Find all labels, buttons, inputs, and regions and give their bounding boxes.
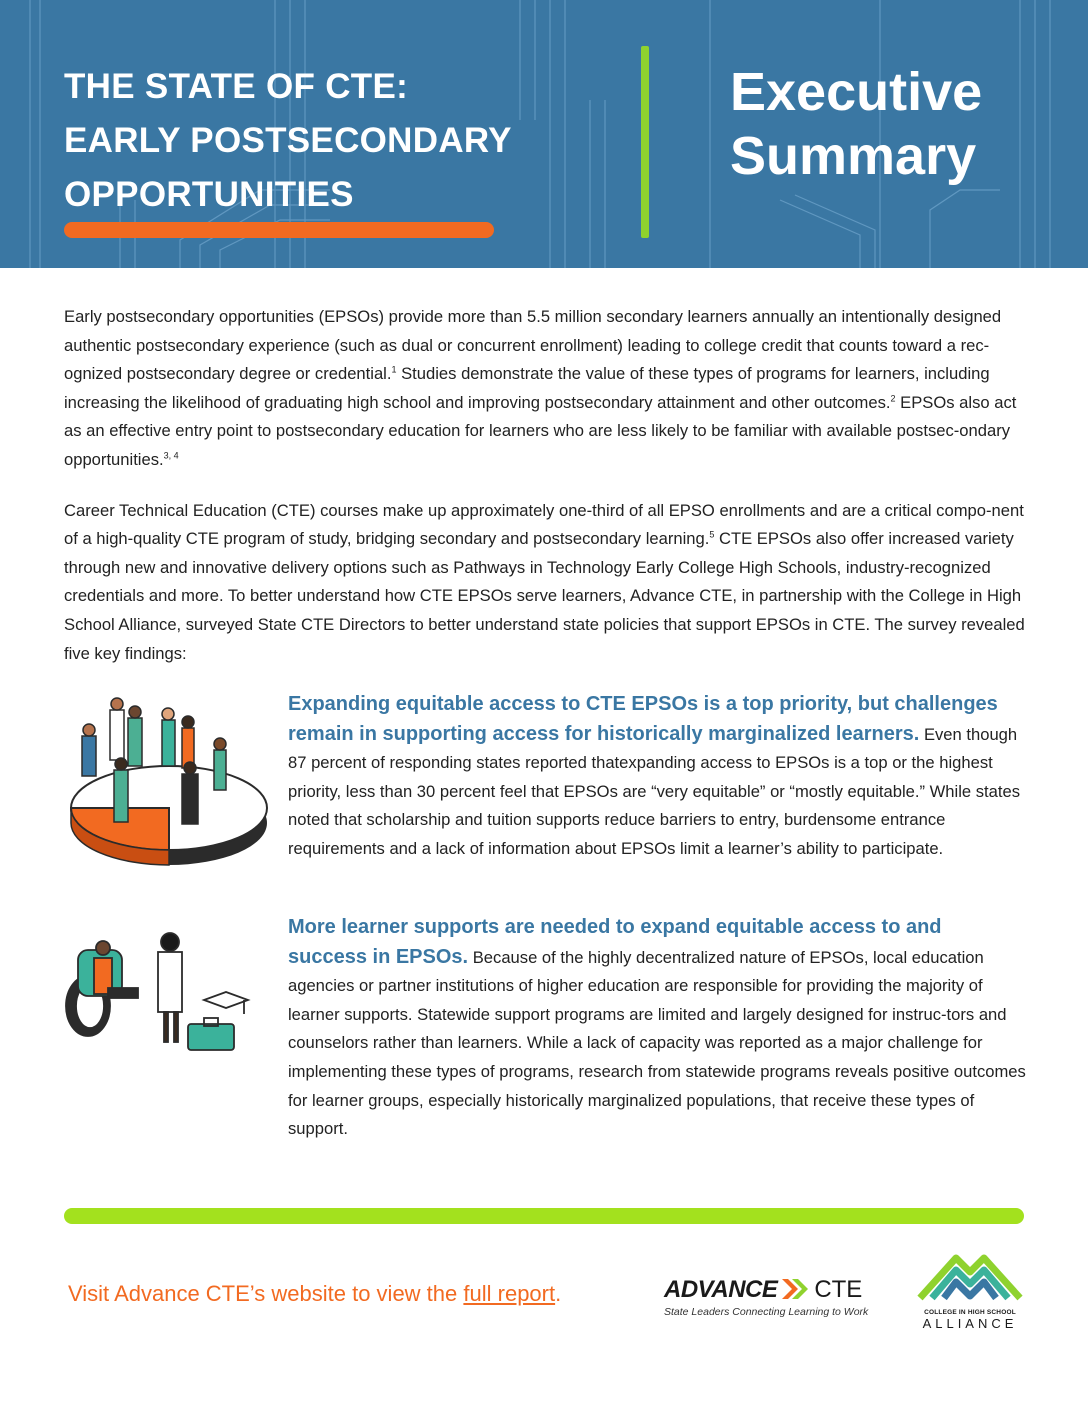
mountain-logo-icon	[912, 1248, 1028, 1304]
title-line-1: THE STATE OF CTE:	[64, 67, 409, 106]
advance-wordmark: ADVANCE	[664, 1276, 778, 1303]
title-line-3: OPPORTUNITIES	[64, 175, 354, 214]
finding-1-headline: Expanding equitable access to CTE EPSOs is a top priority, but challenges remain in supporting access for historically marginalized learners.	[288, 693, 998, 745]
summary-line-2: Summary	[730, 126, 977, 186]
advance-tagline: State Leaders Connecting Learning to Work	[664, 1306, 869, 1318]
footnote-ref: 2	[890, 393, 896, 404]
college-in-high-school-alliance-logo	[912, 1248, 1028, 1338]
report-title	[64, 60, 512, 222]
finding-2	[288, 913, 1026, 1144]
visit-text: Visit Advance CTE’s website to view the	[68, 1281, 464, 1306]
intro-p2-text-b: CTE EPSOs also offer increased variety through new and innovative delivery options such as Pathways in Technology Early College High Schools, industry-recognized credentials and more. To better understand how CTE EPSOs serve learners, Advance CTE, in partnership with the College in High School Alliance, surveyed State CTE Directors to better understand state policies that support EPSOs in CTE. The survey revealed five key findings:	[64, 529, 1025, 663]
arrow-chevron-icon	[782, 1279, 810, 1299]
title-line-2: EARLY POSTSECONDARY	[64, 121, 512, 160]
summary-line-1: Executive	[730, 62, 983, 122]
intro-p1-text-b: Studies demonstrate the value of these types of programs for learners, including increasing the likelihood of graduating high school and improving postsecondary attainment and other outcomes.	[64, 364, 990, 412]
intro-paragraph-2	[64, 497, 1026, 669]
chs-alliance-text: ALLIANCE	[922, 1316, 1018, 1331]
finding-2-headline: More learner supports are needed to expand equitable access to and success in EPSOs.	[288, 916, 942, 968]
chs-small-text: COLLEGE IN HIGH SCHOOL	[924, 1309, 1016, 1316]
intro-text	[64, 303, 1026, 690]
footnote-ref: 1	[391, 364, 397, 375]
pie-chart-people-illustration	[64, 688, 274, 878]
finding-1-body: Even though 87 percent of responding states reported thatexpanding access to EPSOs is a top or the highest priority, less than 30 percent feel that EPSOs are “very equitable” or “mostly equitable.” While states noted that scholarship and tuition supports reduce barriers to entry, burdensome entrance requirements and a lack of information about EPSOs limit a learner’s ability to participate.	[288, 724, 1020, 858]
footnote-ref: 5	[709, 529, 715, 540]
cte-wordmark: CTE	[814, 1276, 863, 1303]
intro-paragraph-1	[64, 303, 1026, 475]
advance-cte-logo	[664, 1276, 884, 1324]
full-report-link[interactable]: full report	[463, 1281, 556, 1306]
learner-support-illustration	[64, 930, 254, 1060]
footnote-ref: 3, 4	[163, 450, 179, 461]
intro-p1-text-a: Early postsecondary opportunities (EPSOs) provide more than 5.5 million secondary learners annually an intentionally designed authentic postsecondary experience (such as dual or concurrent enrollment) leading to college credit that counts toward a rec-ognized postsecondary degree or credential.	[64, 307, 1002, 384]
header-divider	[641, 46, 649, 238]
finding-2-body: Because of the highly decentralized nature of EPSOs, local education agencies or partner institutions of higher education are responsible for providing the majority of learner supports. Statewide support programs are limited and largely designed for instruc-tors and counselors rather than learners. While a lack of capacity was reported as a major challenge for implementing these types of programs, research from statewide programs reveals positive outcomes for learner groups, especially historically marginalized populations, that receive these types of support.	[288, 947, 1026, 1139]
footer-divider	[64, 1208, 1024, 1224]
intro-p2-text-a: Career Technical Education (CTE) courses make up approximately one-third of all EPSO enrollments and are a critical compo-nent of a high-quality CTE program of study, bridging secondary and postsecondary learning.	[64, 500, 1024, 549]
visit-end: .	[555, 1281, 562, 1306]
visit-report-callout	[68, 1281, 561, 1307]
header-banner	[0, 0, 1088, 268]
intro-p1-text-c: EPSOs also act as an effective entry point to postsecondary education for learners who are less likely to be familiar with available postsec-ondary opportunities.	[64, 392, 1017, 469]
executive-summary-title	[730, 60, 982, 188]
title-underline	[64, 222, 494, 238]
finding-1	[288, 690, 1026, 864]
